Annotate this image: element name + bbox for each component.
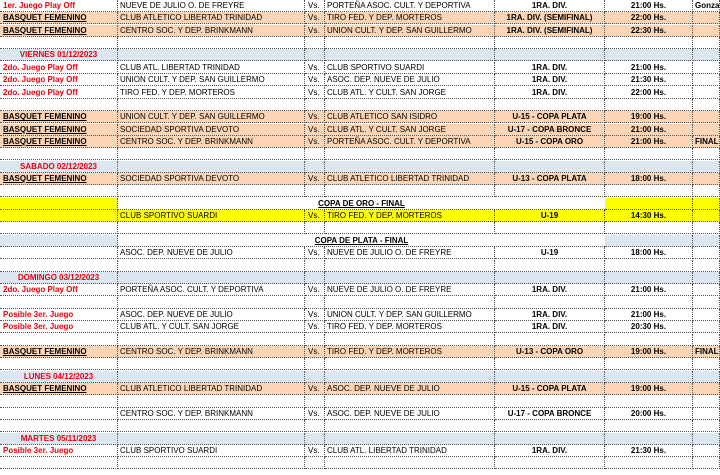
row-label <box>0 247 118 259</box>
table-row <box>0 260 720 272</box>
note <box>693 284 720 296</box>
home-team: CENTRO SOC. Y DEP. BRINKMANN <box>118 25 305 37</box>
row-label: Posible 3er. Juego <box>0 309 118 321</box>
table-row <box>0 198 720 210</box>
table-row <box>0 222 720 234</box>
away-team: ASOC. DEP. NUEVE DE JULIO <box>325 74 495 86</box>
away-team: NUEVE DE JULIO O. DE FREYRE <box>325 284 495 296</box>
category <box>495 222 605 234</box>
category <box>495 433 605 445</box>
category: 1RA. DIV. (SEMIFINAL) <box>495 25 605 37</box>
category: 1RA. DIV. <box>495 445 605 457</box>
time <box>605 49 693 61</box>
row-label: 2do. Juego Play Off <box>0 87 118 99</box>
vs-label: Vs. <box>305 321 325 333</box>
category: 1RA. DIV. <box>495 74 605 86</box>
vs-label <box>305 49 325 61</box>
row-label: 2do. Juego Play Off <box>0 74 118 86</box>
home-team: CENTRO SOC. Y DEP. BRINKMANN <box>118 346 305 358</box>
away-team <box>325 371 495 383</box>
vs-label: Vs. <box>305 111 325 123</box>
category <box>495 37 605 49</box>
row-label: 1er. Juego Play Off <box>0 0 118 12</box>
home-team: TIRO FED. Y DEP. MORTEROS <box>118 87 305 99</box>
row-label: BASQUET FEMENINO <box>0 346 118 358</box>
away-team <box>325 260 495 272</box>
row-label: MARTES 05/11/2023 <box>0 433 118 445</box>
time <box>605 161 693 173</box>
table-row <box>0 124 720 136</box>
category: 1RA. DIV. <box>495 87 605 99</box>
note <box>693 309 720 321</box>
category: U-19 <box>495 247 605 259</box>
category <box>495 161 605 173</box>
time: 18:00 Hs. <box>605 247 693 259</box>
vs-label: Vs. <box>305 0 325 12</box>
category: 1RA. DIV. <box>495 0 605 12</box>
time: 21:00 Hs. <box>605 0 693 12</box>
time <box>605 371 693 383</box>
row-label <box>0 408 118 420</box>
note <box>693 222 720 234</box>
row-label <box>0 260 118 272</box>
table-row <box>0 284 720 296</box>
vs-label <box>305 420 325 432</box>
vs-label <box>305 148 325 160</box>
row-label <box>0 358 118 370</box>
table-row <box>0 210 720 222</box>
note <box>693 37 720 49</box>
note <box>693 74 720 86</box>
category <box>495 396 605 408</box>
category <box>495 99 605 111</box>
vs-label <box>305 358 325 370</box>
note <box>693 371 720 383</box>
home-team: CLUB ATL. LIBERTAD TRINIDAD <box>118 62 305 74</box>
row-label: BASQUET FEMENINO <box>0 25 118 37</box>
note <box>693 260 720 272</box>
time: 21:00 Hs. <box>605 124 693 136</box>
time <box>605 272 693 284</box>
away-team: UNION CULT. Y DEP. SAN GUILLERMO <box>325 25 495 37</box>
time: 21:00 Hs. <box>605 284 693 296</box>
note <box>693 185 720 197</box>
home-team <box>118 161 305 173</box>
category: 1RA. DIV. <box>495 321 605 333</box>
home-team <box>118 49 305 61</box>
table-row <box>0 25 720 37</box>
time: 22:00 Hs. <box>605 12 693 24</box>
row-label <box>0 297 118 309</box>
away-team <box>325 148 495 160</box>
away-team: CLUB ATL. Y CULT. SAN JORGE <box>325 87 495 99</box>
time <box>605 37 693 49</box>
note <box>693 99 720 111</box>
table-row <box>0 12 720 24</box>
time: 14:30 Hs. <box>605 210 693 222</box>
vs-label: Vs. <box>305 309 325 321</box>
category <box>495 185 605 197</box>
section-header: COPA DE ORO - FINAL <box>118 198 605 210</box>
vs-label: Vs. <box>305 62 325 74</box>
vs-label: Vs. <box>305 247 325 259</box>
table-row <box>0 383 720 395</box>
away-team <box>325 420 495 432</box>
time <box>605 185 693 197</box>
away-team <box>325 396 495 408</box>
note <box>693 358 720 370</box>
table-row <box>0 408 720 420</box>
category: U-13 - COPA ORO <box>495 346 605 358</box>
note <box>693 297 720 309</box>
category <box>495 260 605 272</box>
row-label <box>0 420 118 432</box>
home-team <box>118 99 305 111</box>
note <box>693 247 720 259</box>
note <box>693 161 720 173</box>
table-row <box>0 99 720 111</box>
home-team <box>118 272 305 284</box>
section-header: COPA DE PLATA - FINAL <box>118 235 605 247</box>
note <box>693 445 720 457</box>
table-row <box>0 62 720 74</box>
table-row <box>0 346 720 358</box>
row-label: BASQUET FEMENINO <box>0 111 118 123</box>
note <box>693 433 720 445</box>
time: 22:00 Hs. <box>605 87 693 99</box>
table-cell <box>0 235 118 247</box>
time <box>605 297 693 309</box>
time: 19:00 Hs. <box>605 346 693 358</box>
category <box>495 148 605 160</box>
away-team <box>325 358 495 370</box>
note <box>693 383 720 395</box>
away-team: TIRO FED. Y DEP. MORTEROS <box>325 210 495 222</box>
category <box>495 297 605 309</box>
category: U-15 - COPA ORO <box>495 136 605 148</box>
vs-label: Vs. <box>305 136 325 148</box>
home-team <box>118 371 305 383</box>
away-team: TIRO FED. Y DEP. MORTEROS <box>325 321 495 333</box>
note <box>693 408 720 420</box>
table-row <box>0 49 720 61</box>
table-row <box>0 136 720 148</box>
time: 19:00 Hs. <box>605 111 693 123</box>
row-label: LUNES 04/12/2023 <box>0 371 118 383</box>
home-team: CLUB ATLETICO LIBERTAD TRINIDAD <box>118 383 305 395</box>
home-team <box>118 433 305 445</box>
home-team <box>118 148 305 160</box>
table-row <box>0 358 720 370</box>
time: 21:30 Hs. <box>605 74 693 86</box>
home-team: ASOC. DEP. NUEVE DE JULIO <box>118 247 305 259</box>
table-row <box>0 445 720 457</box>
time: 22:30 Hs. <box>605 25 693 37</box>
home-team: PORTEÑA ASOC. CULT. Y DEPORTIVA <box>118 284 305 296</box>
note <box>693 148 720 160</box>
table-row <box>0 74 720 86</box>
note <box>693 49 720 61</box>
away-team: UNION CULT. Y DEP. SAN GUILLERMO <box>325 309 495 321</box>
home-team <box>118 358 305 370</box>
vs-label: Vs. <box>305 25 325 37</box>
category: U-15 - COPA PLATA <box>495 111 605 123</box>
table-row <box>0 396 720 408</box>
note <box>693 25 720 37</box>
away-team: PORTEÑA ASOC. CULT. Y DEPORTIVA <box>325 136 495 148</box>
time <box>605 260 693 272</box>
home-team <box>118 396 305 408</box>
away-team <box>325 161 495 173</box>
time <box>605 99 693 111</box>
away-team <box>325 457 495 469</box>
category: U-13 - COPA PLATA <box>495 173 605 185</box>
home-team: CENTRO SOC. Y DEP. BRINKMANN <box>118 136 305 148</box>
vs-label: Vs. <box>305 210 325 222</box>
home-team: SOCIEDAD SPORTIVA DEVOTO <box>118 124 305 136</box>
home-team <box>118 457 305 469</box>
note: FINAL <box>695 347 719 357</box>
away-team: CLUB ATLETICO LIBERTAD TRINIDAD <box>325 173 495 185</box>
time <box>605 433 693 445</box>
time <box>605 420 693 432</box>
vs-label: Vs. <box>305 445 325 457</box>
note <box>693 62 720 74</box>
away-team <box>325 185 495 197</box>
table-row <box>0 334 720 346</box>
table-cell <box>605 198 693 210</box>
row-label <box>0 185 118 197</box>
home-team <box>118 260 305 272</box>
category <box>495 457 605 469</box>
vs-label: Vs. <box>305 408 325 420</box>
home-team: UNION CULT. Y DEP. SAN GUILLERMO <box>118 74 305 86</box>
note <box>693 111 720 123</box>
vs-label: Vs. <box>305 173 325 185</box>
category: 1RA. DIV. <box>495 62 605 74</box>
away-team: TIRO FED. Y DEP. MORTEROS <box>325 346 495 358</box>
away-team: CLUB ATL. LIBERTAD TRINIDAD <box>325 445 495 457</box>
time: 21:30 Hs. <box>605 445 693 457</box>
time: 20:00 Hs. <box>605 408 693 420</box>
category: 1RA. DIV. (SEMIFINAL) <box>495 12 605 24</box>
away-team <box>325 334 495 346</box>
table-row <box>0 457 720 469</box>
table-row <box>0 148 720 160</box>
time: 19:00 Hs. <box>605 383 693 395</box>
table-row <box>0 161 720 173</box>
table-row <box>0 37 720 49</box>
vs-label <box>305 371 325 383</box>
home-team <box>118 420 305 432</box>
home-team: NUEVE DE JULIO O. DE FREYRE <box>118 0 305 12</box>
away-team: CLUB ATL. Y CULT. SAN JORGE <box>325 124 495 136</box>
category <box>495 371 605 383</box>
vs-label: Vs. <box>305 12 325 24</box>
category: U-17 - COPA BRONCE <box>495 124 605 136</box>
table-row <box>0 111 720 123</box>
table-row <box>0 433 720 445</box>
table-row <box>0 420 720 432</box>
away-team <box>325 99 495 111</box>
away-team: CLUB ATLETICO SAN ISIDRO <box>325 111 495 123</box>
row-label <box>0 457 118 469</box>
time <box>605 148 693 160</box>
row-label: BASQUET FEMENINO <box>0 12 118 24</box>
time: 21:00 Hs. <box>605 62 693 74</box>
vs-label <box>305 99 325 111</box>
note <box>693 457 720 469</box>
home-team <box>118 37 305 49</box>
table-row <box>0 371 720 383</box>
row-label: 2do. Juego Play Off <box>0 284 118 296</box>
home-team: CLUB SPORTIVO SUARDI <box>118 210 305 222</box>
note <box>693 272 720 284</box>
row-label <box>0 37 118 49</box>
away-team <box>325 297 495 309</box>
vs-label: Vs. <box>305 87 325 99</box>
note <box>693 87 720 99</box>
away-team: CLUB SPORTIVO SUARDI <box>325 62 495 74</box>
time <box>605 222 693 234</box>
home-team: UNION CULT. Y DEP. SAN GUILLERMO <box>118 111 305 123</box>
vs-label <box>305 457 325 469</box>
table-cell <box>605 235 693 247</box>
time <box>605 334 693 346</box>
home-team: ASOC. DEP. NUEVE DE JULIO <box>118 309 305 321</box>
row-label <box>0 99 118 111</box>
note <box>693 124 720 136</box>
vs-label <box>305 433 325 445</box>
note <box>693 12 720 24</box>
vs-label <box>305 222 325 234</box>
category <box>495 334 605 346</box>
home-team: CLUB ATLETICO LIBERTAD TRINIDAD <box>118 12 305 24</box>
row-label: SABADO 02/12/2023 <box>0 161 118 173</box>
table-cell <box>0 198 118 210</box>
time <box>605 457 693 469</box>
vs-label <box>305 334 325 346</box>
time <box>605 396 693 408</box>
vs-label <box>305 37 325 49</box>
away-team: TIRO FED. Y DEP. MORTEROS <box>325 12 495 24</box>
table-cell <box>693 198 720 210</box>
home-team <box>118 185 305 197</box>
time: 21:00 Hs. <box>605 136 693 148</box>
row-label: BASQUET FEMENINO <box>0 124 118 136</box>
table-row <box>0 0 720 12</box>
vs-label: Vs. <box>305 284 325 296</box>
time: 20:30 Hs. <box>605 321 693 333</box>
category <box>495 358 605 370</box>
note <box>693 321 720 333</box>
row-label: DOMINGO 03/12/2023 <box>0 272 118 284</box>
vs-label <box>305 272 325 284</box>
vs-label: Vs. <box>305 346 325 358</box>
note: Gonza <box>695 1 720 10</box>
table-row <box>0 272 720 284</box>
table-row <box>0 185 720 197</box>
home-team <box>118 334 305 346</box>
row-label: BASQUET FEMENINO <box>0 383 118 395</box>
home-team: CENTRO SOC. Y DEP. BRINKMANN <box>118 408 305 420</box>
away-team: NUEVE DE JULIO O. DE FREYRE <box>325 247 495 259</box>
vs-label <box>305 297 325 309</box>
category <box>495 49 605 61</box>
vs-label: Vs. <box>305 383 325 395</box>
row-label <box>0 396 118 408</box>
note <box>693 173 720 185</box>
home-team: CLUB SPORTIVO SUARDI <box>118 445 305 457</box>
category <box>495 420 605 432</box>
row-label <box>0 148 118 160</box>
note <box>693 210 720 222</box>
home-team <box>118 297 305 309</box>
away-team <box>325 272 495 284</box>
home-team <box>118 222 305 234</box>
table-row <box>0 309 720 321</box>
away-team: PORTEÑA ASOC. CULT. Y DEPORTIVA <box>325 0 495 12</box>
row-label: 2do. Juego Play Off <box>0 62 118 74</box>
away-team: ASOC. DEP. NUEVE DE JULIO <box>325 383 495 395</box>
table-row <box>0 173 720 185</box>
home-team: CLUB ATL. Y CULT. SAN JORGE <box>118 321 305 333</box>
category: U-15 - COPA PLATA <box>495 383 605 395</box>
category: 1RA. DIV. <box>495 284 605 296</box>
home-team: SOCIEDAD SPORTIVA DEVOTO <box>118 173 305 185</box>
table-row <box>0 247 720 259</box>
table-row <box>0 297 720 309</box>
category: 1RA. DIV. <box>495 309 605 321</box>
away-team: ASOC. DEP. NUEVE DE JULIO <box>325 408 495 420</box>
time <box>605 358 693 370</box>
note <box>693 396 720 408</box>
note: FINAL <box>695 136 719 146</box>
table-row <box>0 235 720 247</box>
vs-label <box>305 185 325 197</box>
row-label <box>0 222 118 234</box>
table-row <box>0 87 720 99</box>
table-row <box>0 321 720 333</box>
vs-label: Vs. <box>305 124 325 136</box>
note <box>693 420 720 432</box>
table-cell <box>693 235 720 247</box>
away-team <box>325 37 495 49</box>
category: U-17 - COPA BRONCE <box>495 408 605 420</box>
row-label: Posible 3er. Juego <box>0 321 118 333</box>
category <box>495 272 605 284</box>
category: U-19 <box>495 210 605 222</box>
row-label: BASQUET FEMENINO <box>0 173 118 185</box>
time: 21:00 Hs. <box>605 309 693 321</box>
vs-label: Vs. <box>305 74 325 86</box>
vs-label <box>305 396 325 408</box>
row-label: BASQUET FEMENINO <box>0 136 118 148</box>
vs-label <box>305 260 325 272</box>
row-label <box>0 334 118 346</box>
row-label: Posible 3er. Juego <box>0 445 118 457</box>
note <box>693 334 720 346</box>
away-team <box>325 49 495 61</box>
away-team <box>325 222 495 234</box>
row-label: VIERNES 01/12/2023 <box>0 49 118 61</box>
time: 18:00 Hs. <box>605 173 693 185</box>
vs-label <box>305 161 325 173</box>
away-team <box>325 433 495 445</box>
row-label <box>0 210 118 222</box>
